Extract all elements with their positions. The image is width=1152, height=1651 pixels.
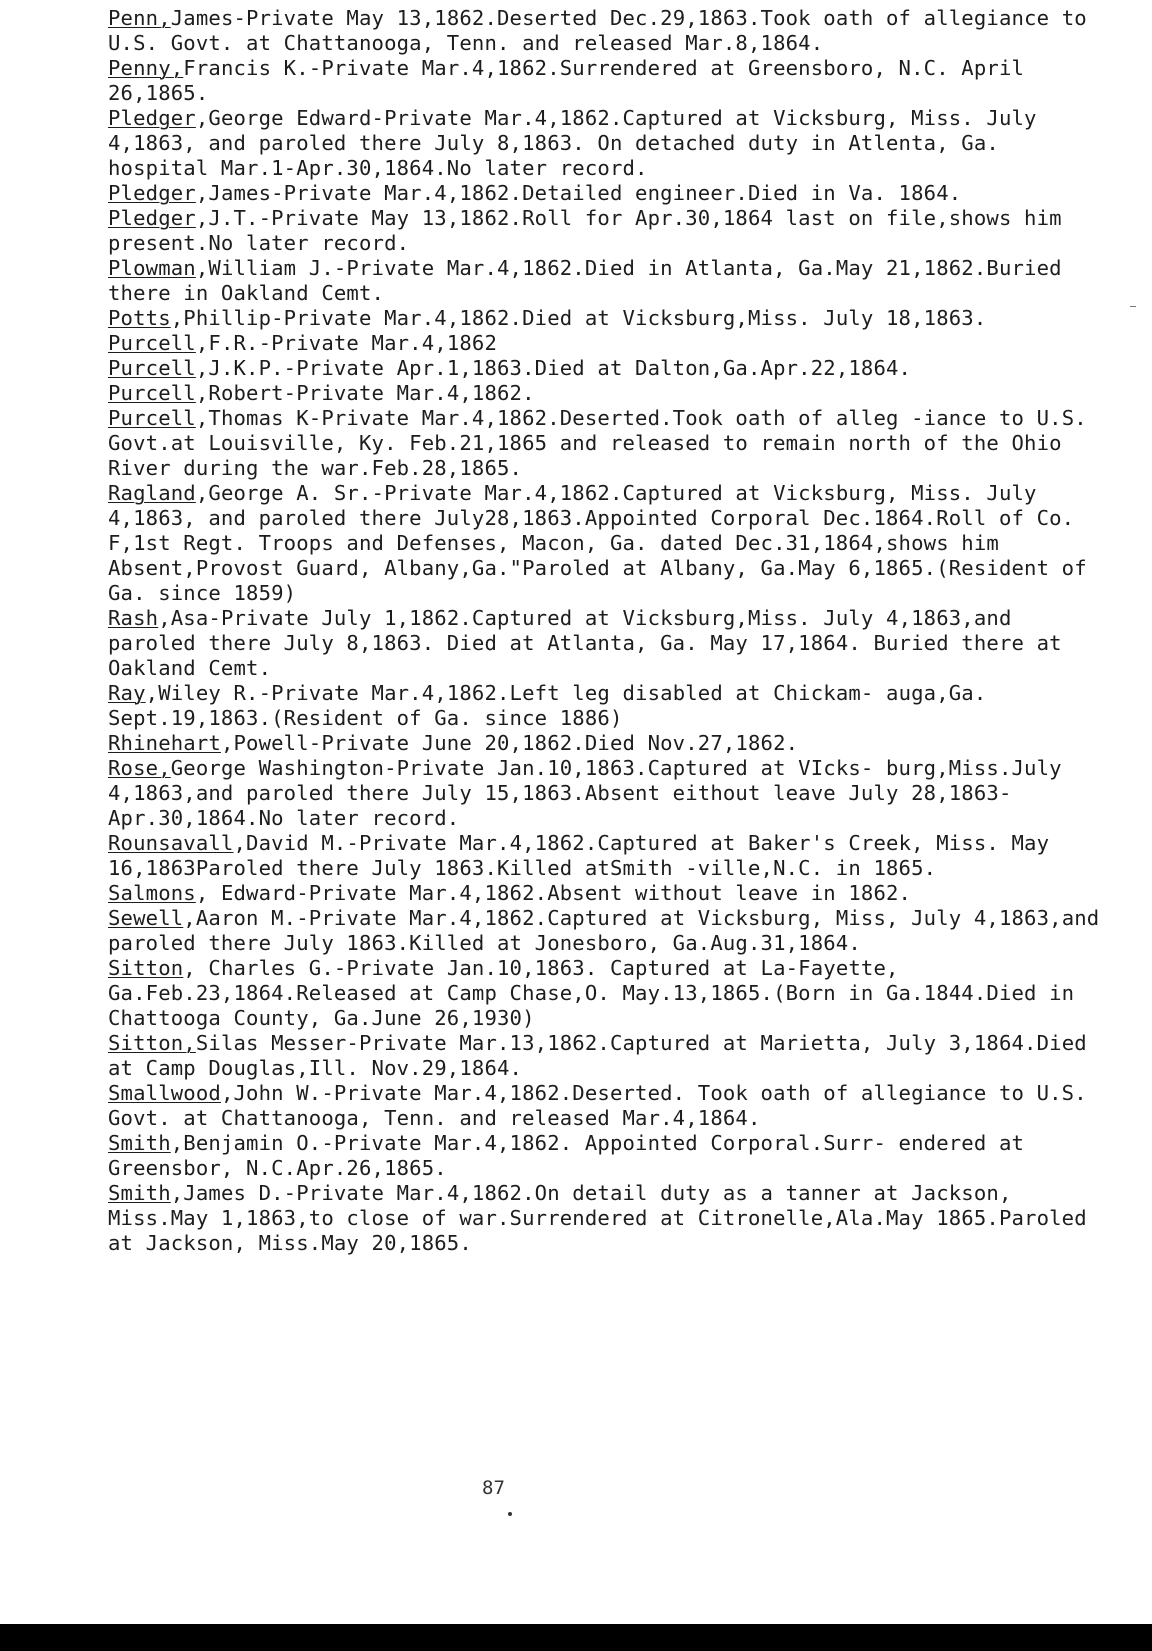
roster-entry	[108, 956, 1108, 1031]
roster-entry	[108, 206, 1108, 256]
entry-surname: Purcell	[108, 381, 196, 405]
scan-mark	[1130, 306, 1136, 307]
entry-surname: Pledger	[108, 181, 196, 205]
entry-text: ,James D.-Private Mar.4,1862.On detail duty as a tanner at Jackson, Miss.May 1,1863,to close of war.Surrendered at Citronelle,Ala.May 1865.Paroled at Jackson, Miss.May 20,1865.	[108, 1181, 1087, 1255]
entry-surname: Smith	[108, 1131, 171, 1155]
entry-surname: Sewell	[108, 906, 184, 930]
entry-surname: Smallwood	[108, 1081, 221, 1105]
entry-text: ,Aaron M.-Private Mar.4,1862.Captured at Vicksburg, Miss, July 4,1863,and paroled there July 1863.Killed at Jonesboro, Ga.Aug.31,1864.	[108, 906, 1100, 955]
roster-entry	[108, 731, 1108, 756]
entry-text: , Edward-Private Mar.4,1862.Absent without leave in 1862.	[195, 881, 912, 905]
roster-entry	[108, 1181, 1108, 1256]
entry-text: , Charles G.-Private Jan.10,1863. Captured at La-Fayette, Ga.Feb.23,1864.Released at Camp Chase,O. May.13,1865.(Born in Ga.1844.Died in Chattooga County, Ga.June 26,1930)	[108, 956, 1075, 1030]
entry-text: ,F.R.-Private Mar.4,1862	[195, 331, 498, 355]
entry-surname: Rounsavall	[108, 831, 234, 855]
entry-surname: Salmons	[108, 881, 196, 905]
entry-text: ,George Edward-Private Mar.4,1862.Captured at Vicksburg, Miss. July 4,1863, and paroled there July 8,1863. On detached duty in Atlenta, Ga. hospital Mar.1-Apr.30,1864.No later record.	[108, 106, 1037, 180]
entry-text: ,Benjamin O.-Private Mar.4,1862. Appointed Corporal.Surr- endered at Greensbor, N.C.Apr.26,1865.	[108, 1131, 1025, 1180]
entry-text: ,David M.-Private Mar.4,1862.Captured at Baker's Creek, Miss. May 16,1863Paroled there July 1863.Killed atSmith -ville,N.C. in 1865.	[108, 831, 1050, 880]
entry-surname: Smith	[108, 1181, 171, 1205]
roster-entry	[108, 906, 1108, 956]
entry-text: ,James-Private Mar.4,1862.Detailed engineer.Died in Va. 1864.	[195, 181, 962, 205]
entry-surname: Potts	[108, 306, 171, 330]
roster-entry	[108, 181, 1108, 206]
entry-text: ,Asa-Private July 1,1862.Captured at Vicksburg,Miss. July 4,1863,and paroled there July 8,1863. Died at Atlanta, Ga. May 17,1864. Buried there at Oakland Cemt.	[108, 606, 1062, 680]
entry-text: James-Private May 13,1862.Deserted Dec.29,1863.Took oath of allegiance to U.S. Govt. at Chattanooga, Tenn. and released Mar.8,1864.	[108, 6, 1087, 55]
entry-text: ,George A. Sr.-Private Mar.4,1862.Captured at Vicksburg, Miss. July 4,1863, and paroled there July28,1863.Appointed Corporal Dec.1864.Roll of Co. F,1st Regt. Troops and Defenses, Macon, Ga. dated Dec.31,1864,shows him Absent,Provost Guard, Albany,Ga."Paroled at Albany, Ga.May 6,1865.(Resident of Ga. since 1859)	[108, 481, 1087, 605]
entry-surname: Purcell	[108, 356, 196, 380]
entry-surname: Pledger	[108, 106, 196, 130]
scan-bottom-border	[0, 1624, 1152, 1651]
entry-text: ,Powell-Private June 20,1862.Died Nov.27,1862.	[220, 731, 799, 755]
entry-surname: Plowman	[108, 256, 196, 280]
roster-entry	[108, 256, 1108, 306]
entry-text: ,John W.-Private Mar.4,1862.Deserted. Took oath of allegiance to U.S. Govt. at Chattanooga, Tenn. and released Mar.4,1864.	[108, 1081, 1087, 1130]
page-mark	[508, 1512, 512, 1516]
entry-text: Silas Messer-Private Mar.13,1862.Captured at Marietta, July 3,1864.Died at Camp Douglas,Ill. Nov.29,1864.	[108, 1031, 1087, 1080]
roster-entry	[108, 606, 1108, 681]
entry-text: George Washington-Private Jan.10,1863.Captured at VIcks- burg,Miss.July 4,1863,and paroled there July 15,1863.Absent eithout leave July 28,1863-Apr.30,1864.No later record.	[108, 756, 1062, 830]
entry-surname: Penny,	[108, 56, 184, 80]
entry-text: ,Thomas K-Private Mar.4,1862.Deserted.Took oath of alleg -iance to U.S. Govt.at Louisville, Ky. Feb.21,1865 and released to remain north of the Ohio River during the war.Feb.28,1865.	[108, 406, 1087, 480]
roster-entry	[108, 406, 1108, 481]
entry-surname: Sitton,	[108, 1031, 196, 1055]
entry-surname: Rose,	[108, 756, 171, 780]
roster-entries	[108, 6, 1108, 1256]
roster-entry	[108, 881, 1108, 906]
page-number: 87	[482, 1477, 505, 1499]
roster-entry	[108, 331, 1108, 356]
entry-surname: Purcell	[108, 331, 196, 355]
roster-entry	[108, 56, 1108, 106]
roster-entry	[108, 756, 1108, 831]
entry-text: ,J.K.P.-Private Apr.1,1863.Died at Dalton,Ga.Apr.22,1864.	[195, 356, 912, 380]
entry-text: ,Robert-Private Mar.4,1862.	[195, 381, 535, 405]
entry-surname: Rash	[108, 606, 159, 630]
roster-entry	[108, 1031, 1108, 1081]
entry-text: ,J.T.-Private May 13,1862.Roll for Apr.30,1864 last on file,shows him present.No later record.	[108, 206, 1062, 255]
entry-surname: Ragland	[108, 481, 196, 505]
entry-text: Francis K.-Private Mar.4,1862.Surrendered at Greensboro, N.C. April 26,1865.	[108, 56, 1025, 105]
entry-surname: Purcell	[108, 406, 196, 430]
entry-text: ,Wiley R.-Private Mar.4,1862.Left leg disabled at Chickam- auga,Ga. Sept.19,1863.(Resident of Ga. since 1886)	[108, 681, 987, 730]
roster-entry	[108, 356, 1108, 381]
roster-entry	[108, 681, 1108, 731]
roster-entry	[108, 306, 1108, 331]
entry-surname: Pledger	[108, 206, 196, 230]
entry-surname: Ray	[108, 681, 146, 705]
entry-surname: Rhinehart	[108, 731, 221, 755]
roster-entry	[108, 381, 1108, 406]
roster-entry	[108, 481, 1108, 606]
entry-surname: Sitton	[108, 956, 184, 980]
roster-entry	[108, 1081, 1108, 1131]
roster-entry	[108, 1131, 1108, 1181]
roster-entry	[108, 106, 1108, 181]
entry-text: ,Phillip-Private Mar.4,1862.Died at Vicksburg,Miss. July 18,1863.	[170, 306, 987, 330]
entry-surname: Penn,	[108, 6, 171, 30]
roster-entry	[108, 6, 1108, 56]
entry-text: ,William J.-Private Mar.4,1862.Died in Atlanta, Ga.May 21,1862.Buried there in Oakland Cemt.	[108, 256, 1062, 305]
roster-entry	[108, 831, 1108, 881]
